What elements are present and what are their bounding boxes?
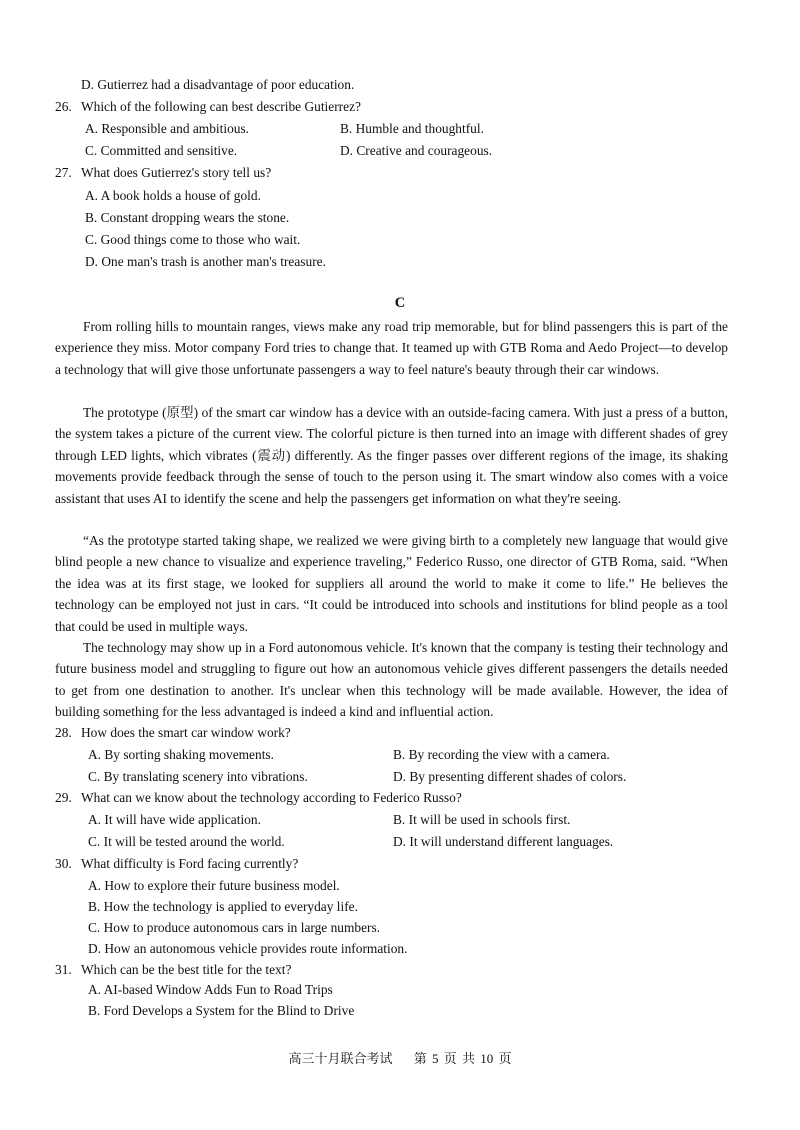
passage-paragraph-1: From rolling hills to mountain ranges, views make any road trip memorable, but for blind passengers this is part of the experience they miss. Motor company Ford tries to change that. It teamed up with GTB Roma and Aedo Project—to develop a technology that will give those unfortunate passengers a way to feel nature's beauty through their car windows. [55,319,728,377]
page-number: 第 5 页 共 10 页 [413,1051,512,1066]
prev-question-option-d: D. Gutierrez had a disadvantage of poor education. [81,77,355,92]
question-stem: Which can be the best title for the text? [81,962,292,977]
q27-option-c: C. Good things come to those who wait. [85,232,301,247]
q30-option-c: C. How to produce autonomous cars in large numbers. [88,920,381,935]
q28-option-a: A. By sorting shaking movements. [88,747,274,762]
question-number: 28. [55,725,72,740]
question-number: 27. [55,165,72,180]
q28-option-d: D. By presenting different shades of colors. [393,769,627,784]
q26-option-b: B. Humble and thoughtful. [340,121,484,136]
question-29 [55,789,462,807]
q27-option-b: B. Constant dropping wears the stone. [85,210,290,225]
question-stem: What does Gutierrez's story tell us? [81,165,272,180]
question-31 [55,961,291,979]
q28-option-b: B. By recording the view with a camera. [393,747,610,762]
q27-option-d: D. One man's trash is another man's treasure. [85,254,326,269]
exam-name: 高三十月联合考试 [288,1051,393,1066]
q27-option-a: A. A book holds a house of gold. [85,188,261,203]
q26-option-d: D. Creative and courageous. [340,143,493,158]
question-30 [55,855,298,873]
q31-option-a: A. AI-based Window Adds Fun to Road Trips [88,982,333,997]
q26-option-a: A. Responsible and ambitious. [85,121,250,136]
question-number: 29. [55,790,72,805]
section-title: C [394,295,406,311]
q29-option-c: C. It will be tested around the world. [88,834,285,849]
q28-option-c: C. By translating scenery into vibrations. [88,769,308,784]
question-stem: What difficulty is Ford facing currently? [81,856,299,871]
question-28 [55,724,291,742]
q29-option-d: D. It will understand different languages. [393,834,614,849]
q30-option-a: A. How to explore their future business model. [88,878,340,893]
q30-option-d: D. How an autonomous vehicle provides route information. [88,941,408,956]
passage-paragraph-2: The prototype (原型) of the smart car window has a device with an outside-facing camera. With just a press of a button, the system takes a picture of the current view. The colorful picture is then turned into an image with different shades of grey through LED lights, which vibrates (震动) differently. As the finger passes over different regions of the image, its shaking movements provide feedback through the sense of touch to the person using it. The smart window also comes with a voice assistant that uses AI to identify the scene and help the passengers get information on what they're seeing. [55,405,728,506]
question-stem: How does the smart car window work? [81,725,291,740]
question-stem: What can we know about the technology according to Federico Russo? [81,790,462,805]
passage-paragraph-3: “As the prototype started taking shape, we realized we were giving birth to a completely new language that would give blind people a new chance to visualize and experience traveling,” Federico Russo, one director of GTB Roma, said. “When the idea was at its first stage, we looked for suppliers all around the world to make it come to life.” He believes the technology can be employed not just in cars. “It could be introduced into schools and institutions for blind people as a tool that could be used in multiple ways. [55,533,728,634]
page-footer [0,1048,800,1067]
q26-option-c: C. Committed and sensitive. [85,143,238,158]
passage-paragraph-4: The technology may show up in a Ford autonomous vehicle. It's known that the company is testing their technology and future business model and struggling to figure out how an autonomous vehicle gives different passengers the details needed to get from one destination to another. It's unclear when this technology will be made available. However, the idea of building something for the less advantaged is indeed a kind and influential action. [55,640,728,720]
q29-option-b: B. It will be used in schools first. [393,812,571,827]
question-number: 30. [55,856,72,871]
q30-option-b: B. How the technology is applied to everyday life. [88,899,358,914]
question-27 [55,164,271,182]
question-number: 31. [55,962,72,977]
question-26 [55,98,361,116]
question-number: 26. [55,99,72,114]
q29-option-a: A. It will have wide application. [88,812,261,827]
q31-option-b: B. Ford Develops a System for the Blind to Drive [88,1003,355,1018]
question-stem: Which of the following can best describe Gutierrez? [81,99,361,114]
